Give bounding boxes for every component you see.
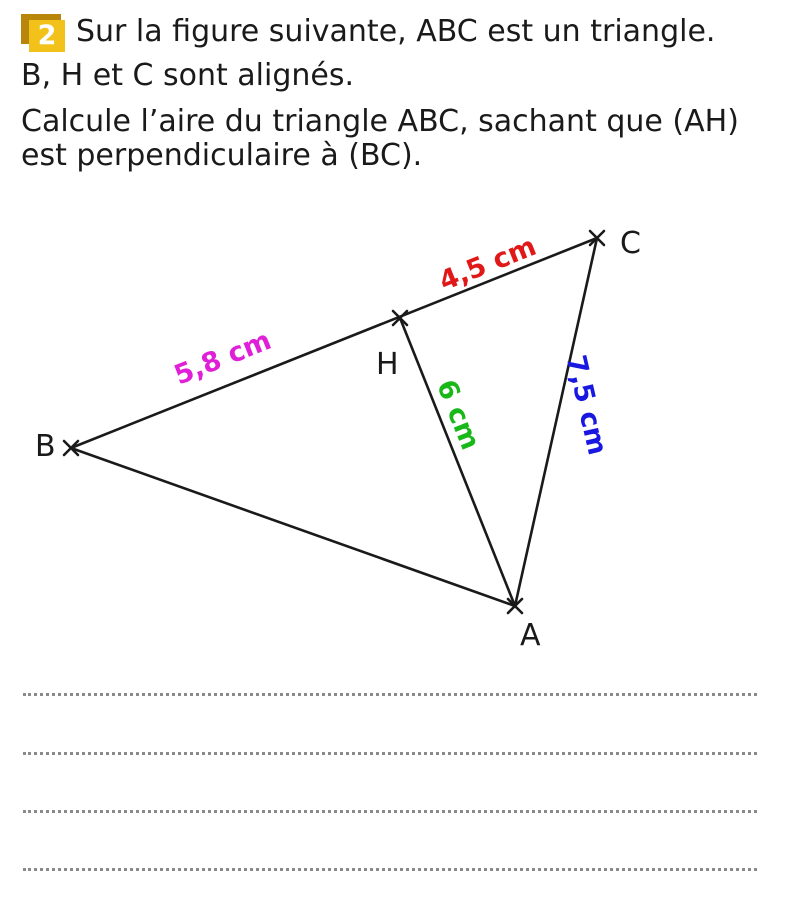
measure-ah: 6 cm xyxy=(430,375,486,455)
answer-line-3[interactable] xyxy=(23,810,757,813)
answer-line-1[interactable] xyxy=(23,693,757,696)
point-label-a: A xyxy=(520,618,541,653)
answer-line-4[interactable] xyxy=(23,868,757,871)
point-label-b: B xyxy=(35,429,56,464)
statement-line-1: Sur la figure suivante, ABC est un triangle. xyxy=(76,14,716,49)
measure-bh: 5,8 cm xyxy=(170,324,276,392)
exercise-number: 2 xyxy=(29,20,65,52)
segment-ah xyxy=(400,318,515,606)
cross-mark-b xyxy=(64,441,78,455)
answer-line-2[interactable] xyxy=(23,752,757,755)
point-label-h: H xyxy=(376,347,399,382)
segment-bc xyxy=(71,238,597,448)
point-label-c: C xyxy=(620,226,641,261)
measure-hc: 4,5 cm xyxy=(435,230,541,298)
statement-line-4: est perpendiculaire à (BC). xyxy=(21,138,423,173)
measure-ac: 7,5 cm xyxy=(559,352,613,458)
statement-line-2: B, H et C sont alignés. xyxy=(21,58,355,93)
segment-ba xyxy=(71,448,515,606)
statement-line-3: Calcule l’aire du triangle ABC, sachant que (AH) xyxy=(21,104,739,139)
